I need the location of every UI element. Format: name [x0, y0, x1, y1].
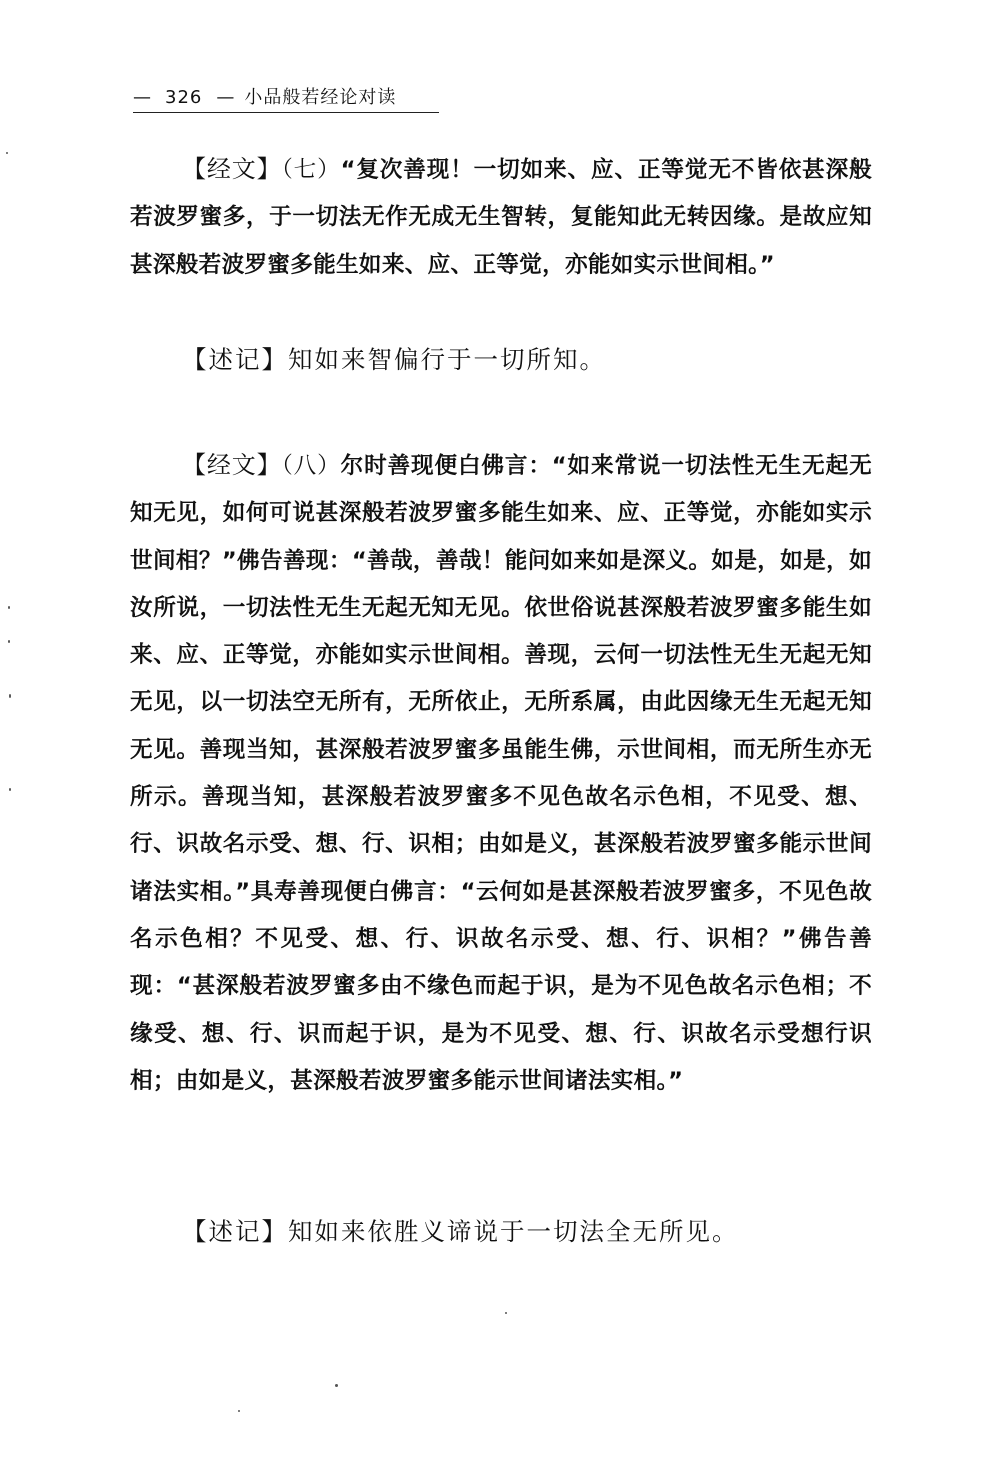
- scan-speck: [335, 1384, 338, 1387]
- book-title: 小品般若经论对读: [244, 87, 397, 108]
- running-header: [133, 84, 439, 113]
- scan-speck: [8, 640, 10, 643]
- header-dash-right: —: [216, 87, 235, 108]
- jingwen-label: 【经文】: [182, 451, 282, 479]
- jingwen-paragraph-8: [130, 442, 872, 1105]
- shuji-paragraph-7: [130, 340, 872, 380]
- shuji-text: 知如来智偏行于一切所知。: [288, 345, 606, 374]
- scan-speck: [238, 1410, 240, 1412]
- jingwen-label: 【经文】: [182, 155, 282, 183]
- shuji-label: 【述记】: [182, 345, 288, 374]
- jingwen-text: “复次善现！一切如来、应、正等觉无不皆依甚深般若波罗蜜多，于一切法无作无成无生智转，复能知此无转因缘。是故应知甚深般若波罗蜜多能生如来、应、正等觉，亦能如实示世间相。”: [130, 157, 873, 278]
- section-number: （八）: [281, 453, 341, 479]
- scan-speck: [8, 606, 10, 609]
- shuji-paragraph-8: [130, 1212, 872, 1252]
- shuji-label: 【述记】: [182, 1217, 288, 1246]
- page-number: 326: [165, 87, 203, 108]
- header-dash-left: —: [133, 87, 151, 108]
- scan-speck: [505, 1312, 507, 1314]
- scan-speck: [9, 694, 11, 698]
- shuji-text: 知如来依胜义谛说于一切法全无所见。: [288, 1217, 739, 1246]
- jingwen-text: 尔时善现便白佛言：“如来常说一切法性无生无起无知无见，如何可说甚深般若波罗蜜多能生如来、应、正等觉，亦能如实示世间相？”佛告善现：“善哉，善哉！能问如来如是深义。如是，如是，如汝所说，一切法性无生无起无知无见。依世俗说甚深般若波罗蜜多能生如来、应、正等觉，亦能如实示世间相。善现，云何一切法性无生无起无知无见，以一切法空无所有，无所依止，无所系属，由此因缘无生无起无知无见。善现当知，甚深般若波罗蜜多虽能生佛，示世间相，而无所生亦无所示。善现当知，甚深般若波罗蜜多不见色故名示色相，不见受、想、行、识故名示受、想、行、识相；由如是义，甚深般若波罗蜜多能示世间诸法实相。”具寿善现便白佛言：“云何如是甚深般若波罗蜜多，不见色故名示色相？不见受、想、行、识故名示受、想、行、识相？”佛告善现：“甚深般若波罗蜜多由不缘色而起于识，是为不见色故名示色相；不缘受、想、行、识而起于识，是为不见受、想、行、识故名示受想行识相；由如是义，甚深般若波罗蜜多能示世间诸法实相。”: [130, 453, 873, 1094]
- jingwen-paragraph-7: [130, 146, 872, 289]
- scan-speck: [9, 788, 11, 791]
- section-number: （七）: [281, 157, 341, 183]
- scan-speck: [6, 152, 8, 154]
